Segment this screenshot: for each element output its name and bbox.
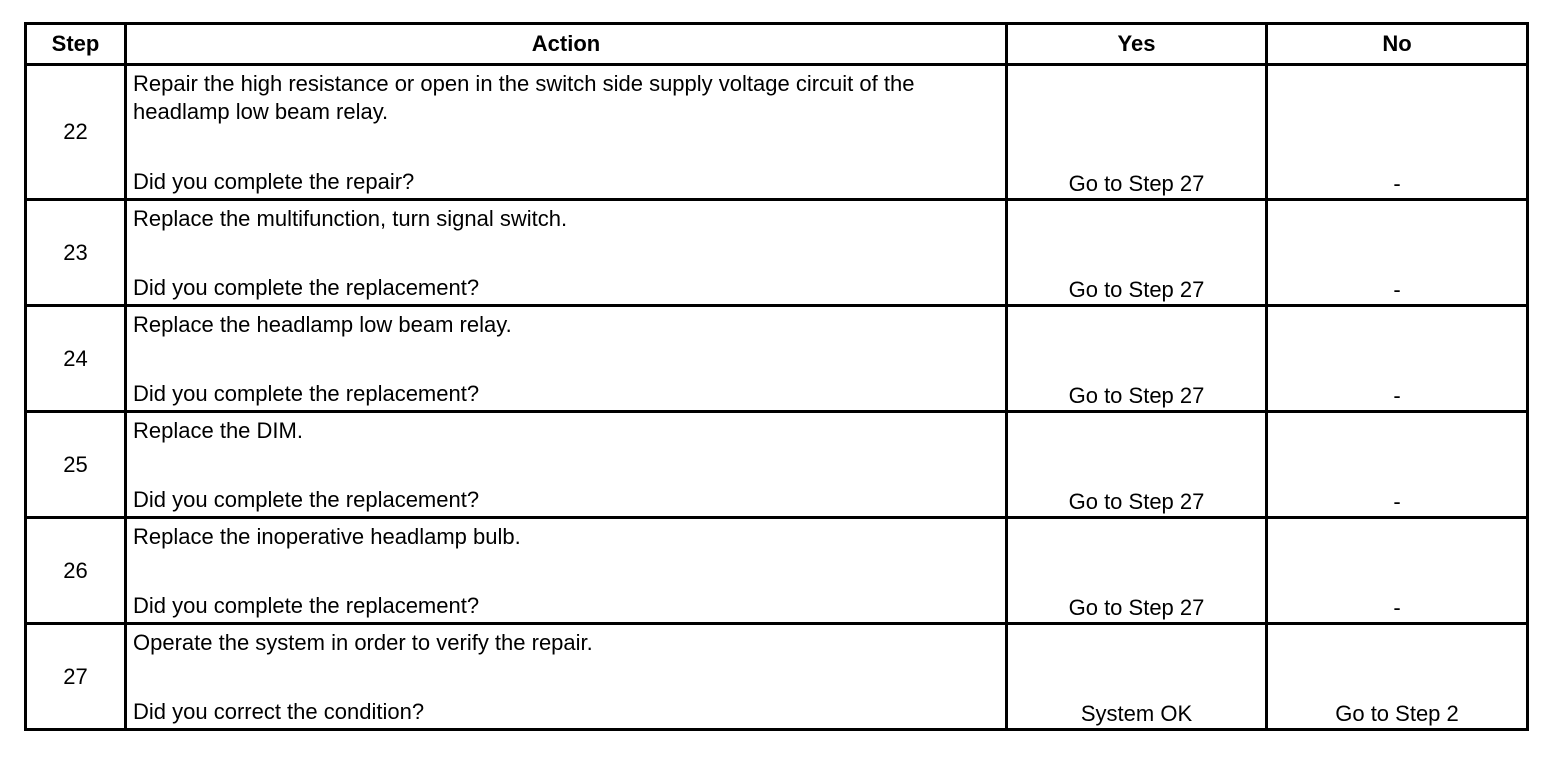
- table-row: [26, 518, 1528, 624]
- action-question: Did you complete the replacement?: [133, 275, 480, 300]
- step-number: 27: [26, 624, 126, 730]
- action-question: Did you complete the replacement?: [133, 381, 480, 406]
- step-number: 26: [26, 518, 126, 624]
- action-cell: [126, 306, 1007, 412]
- yes-result: Go to Step 27: [1007, 306, 1267, 412]
- table-row: [26, 624, 1528, 730]
- table-row: [26, 412, 1528, 518]
- action-instruction: Operate the system in order to verify the repair.: [133, 630, 593, 655]
- no-result: -: [1267, 412, 1528, 518]
- action-question: Did you complete the replacement?: [133, 593, 480, 618]
- action-question: Did you complete the replacement?: [133, 487, 480, 512]
- action-question: Did you complete the repair?: [133, 169, 415, 194]
- step-number: 23: [26, 200, 126, 306]
- table-header-row: [26, 24, 1528, 65]
- no-result: -: [1267, 518, 1528, 624]
- table-row: [26, 306, 1528, 412]
- table-row: [26, 200, 1528, 306]
- action-cell: [126, 624, 1007, 730]
- column-header-step: Step: [26, 24, 126, 65]
- yes-result: Go to Step 27: [1007, 518, 1267, 624]
- action-cell: [126, 412, 1007, 518]
- action-cell: [126, 518, 1007, 624]
- column-header-action: Action: [126, 24, 1007, 65]
- action-instruction: Repair the high resistance or open in the switch side supply voltage circuit of the headlamp low beam relay.: [133, 71, 915, 124]
- no-result: -: [1267, 306, 1528, 412]
- action-question: Did you correct the condition?: [133, 699, 425, 724]
- yes-result: Go to Step 27: [1007, 200, 1267, 306]
- table-row: [26, 65, 1528, 200]
- action-instruction: Replace the DIM.: [133, 418, 303, 443]
- column-header-yes: Yes: [1007, 24, 1267, 65]
- step-number: 22: [26, 65, 126, 200]
- no-result: Go to Step 2: [1267, 624, 1528, 730]
- yes-result: Go to Step 27: [1007, 65, 1267, 200]
- action-instruction: Replace the multifunction, turn signal switch.: [133, 206, 568, 231]
- no-result: -: [1267, 65, 1528, 200]
- step-number: 25: [26, 412, 126, 518]
- column-header-no: No: [1267, 24, 1528, 65]
- diagnostic-table: [24, 22, 1529, 731]
- no-result: -: [1267, 200, 1528, 306]
- action-instruction: Replace the headlamp low beam relay.: [133, 312, 512, 337]
- yes-result: Go to Step 27: [1007, 412, 1267, 518]
- action-instruction: Replace the inoperative headlamp bulb.: [133, 524, 521, 549]
- action-cell: [126, 200, 1007, 306]
- step-number: 24: [26, 306, 126, 412]
- action-cell: [126, 65, 1007, 200]
- yes-result: System OK: [1007, 624, 1267, 730]
